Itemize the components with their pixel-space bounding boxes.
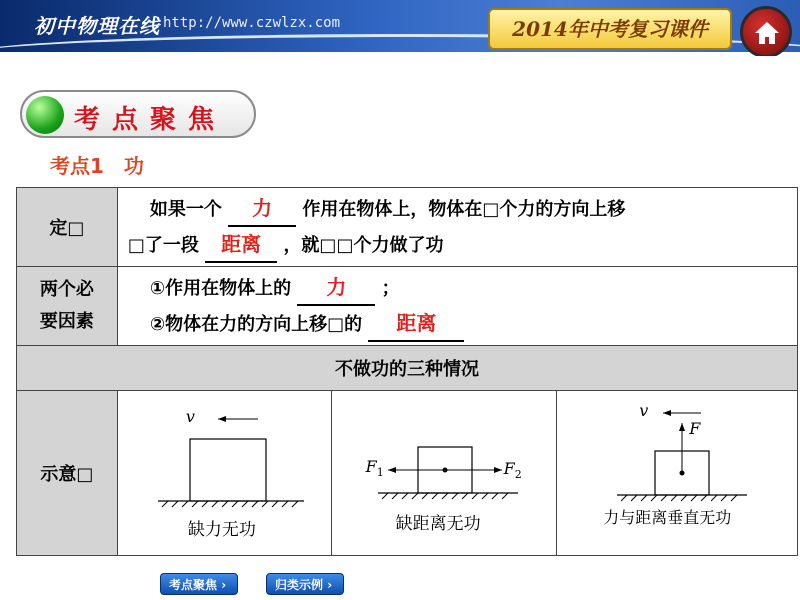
- factor-1-text: ①作用在物体上的: [149, 278, 292, 299]
- answer-blank-distance[interactable]: 距离: [205, 227, 277, 263]
- home-button[interactable]: [740, 6, 792, 56]
- definition-text-1b: 作用在物体上，物体在□个力的方向上移: [302, 199, 626, 220]
- nav-button-kaodian[interactable]: 考点聚焦 ›: [160, 573, 238, 595]
- answer-blank-factor-distance[interactable]: 距离: [368, 306, 464, 342]
- section-title: 考点聚焦: [74, 105, 227, 135]
- answer-blank-factor-force[interactable]: 力: [297, 270, 375, 306]
- definition-text-2a: □了一段: [127, 235, 199, 256]
- chevron-right-icon: ›: [217, 578, 227, 592]
- cases-header: 不做功的三种情况: [17, 346, 798, 391]
- row-header-diagram: 示意□: [17, 391, 118, 556]
- caption-perpendicular: 力与距离垂直无功: [603, 508, 732, 527]
- caption-no-distance: 缺距离无功: [395, 514, 481, 534]
- course-badge: 2014年中考复习课件: [488, 8, 732, 50]
- answer-blank-force[interactable]: 力: [228, 191, 296, 227]
- site-brand: 初中物理在线: [34, 14, 160, 38]
- force-2-label: $F_2$: [503, 459, 522, 482]
- diagram-perpendicular-figure: [557, 391, 798, 555]
- factor-1-tail: ；: [381, 278, 400, 299]
- table-row-factors: [17, 267, 798, 346]
- diagram-no-distance: [331, 391, 557, 556]
- velocity-label-2: v: [639, 401, 649, 420]
- factor-2-text: ②物体在力的方向上移□的: [149, 314, 363, 335]
- row-header-definition: 定□: [17, 188, 118, 267]
- row-header-factors: 两个必 要因素: [17, 267, 118, 346]
- diagram-perpendicular: [557, 391, 798, 556]
- definition-cell: [117, 188, 797, 267]
- table-row-cases-header: [17, 346, 798, 391]
- table-row-definition: [17, 188, 798, 267]
- chevron-right-icon: ›: [323, 578, 333, 592]
- top-header: [0, 0, 800, 56]
- concept-table: [16, 187, 798, 556]
- factors-cell: [117, 267, 797, 346]
- section-banner: [20, 90, 256, 138]
- nav-button-examples[interactable]: 归类示例 ›: [266, 573, 344, 595]
- caption-no-force: 缺力无功: [187, 520, 256, 540]
- green-ball-icon: [26, 96, 64, 134]
- velocity-label: v: [185, 407, 195, 426]
- table-row-diagrams: [17, 391, 798, 556]
- diagram-no-force: [117, 391, 331, 556]
- site-url[interactable]: http://www.czwlzx.com: [163, 15, 341, 31]
- force-label-up: F: [689, 419, 701, 438]
- force-1-label: $F_1$: [365, 457, 384, 480]
- definition-text-1a: 如果一个: [149, 199, 222, 220]
- home-icon: [753, 19, 781, 47]
- kaodian-title: 考点1 功: [50, 154, 144, 178]
- definition-text-2b: ，就□□个力做了功: [283, 235, 444, 256]
